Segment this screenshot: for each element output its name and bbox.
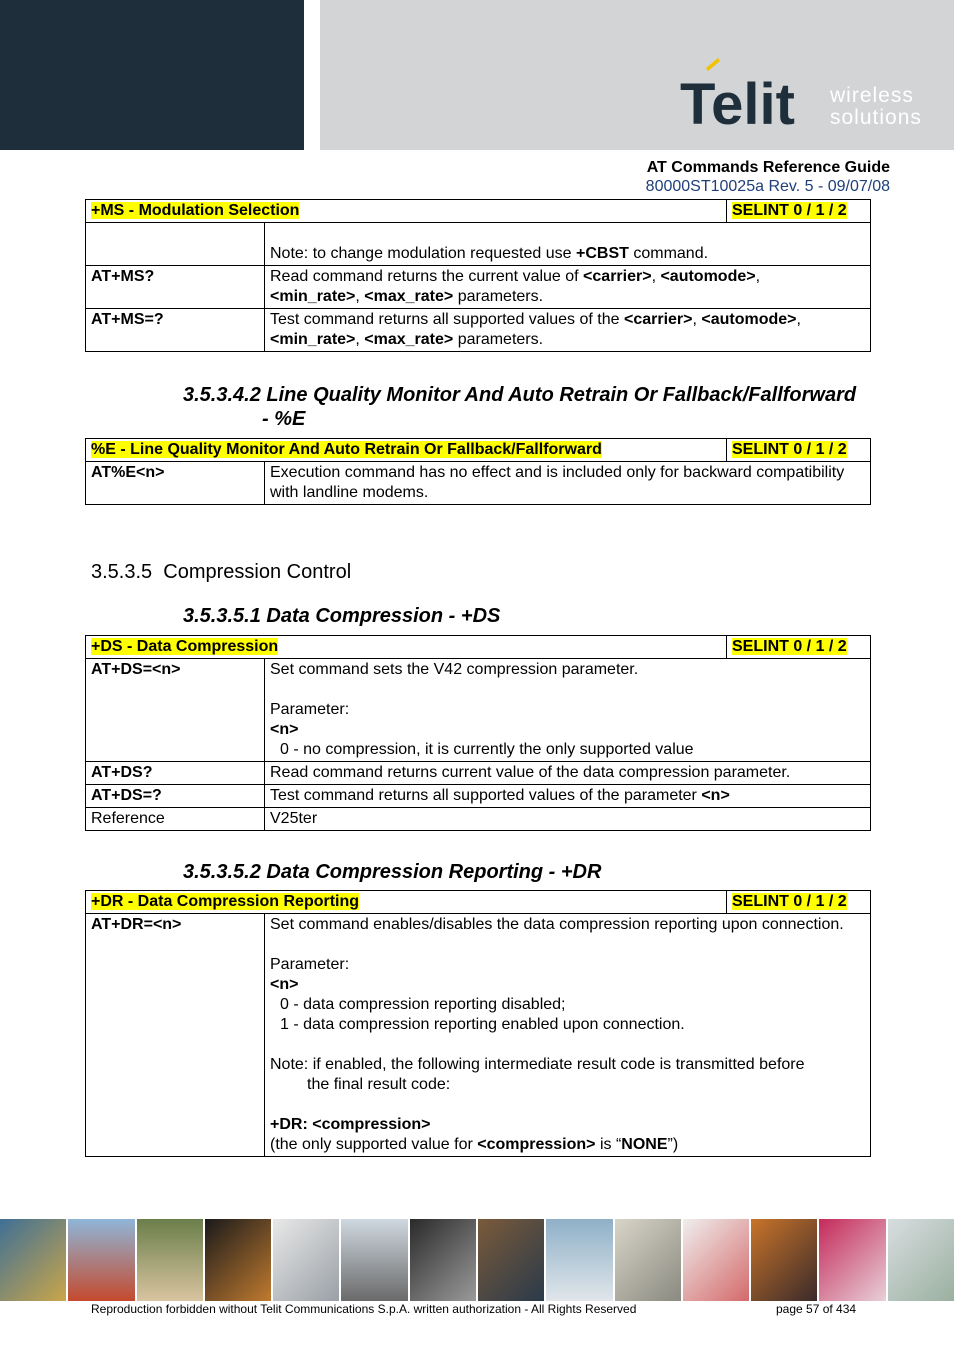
e-table-title: %E - Line Quality Monitor And Auto Retrain Or Fallback/Fallforward bbox=[91, 441, 602, 458]
ds-reference-value: V25ter bbox=[265, 808, 871, 831]
ds-read-desc: Read command returns current value of the data compression parameter. bbox=[265, 762, 871, 785]
footer-photo bbox=[751, 1219, 817, 1301]
ms-read-desc: Read command returns the current value of <carrier>, <automode>, <min_rate>, <max_rate> parameters. bbox=[265, 266, 871, 309]
footer-photo bbox=[410, 1219, 476, 1301]
e-command-table bbox=[85, 438, 871, 505]
logo-tagline-2: solutions bbox=[830, 106, 922, 129]
footer-photo bbox=[273, 1219, 339, 1301]
footer-photo bbox=[615, 1219, 681, 1301]
footer-photo-strip bbox=[0, 1219, 954, 1301]
ms-read-cmd: AT+MS? bbox=[86, 266, 265, 309]
footer-photo bbox=[341, 1219, 407, 1301]
e-cmd: AT%E<n> bbox=[86, 462, 265, 505]
ds-test-cmd: AT+DS=? bbox=[86, 785, 265, 808]
ms-test-desc: Test command returns all supported values of the <carrier>, <automode>, <min_rate>, <max_rate> parameters. bbox=[265, 309, 871, 352]
telit-logo bbox=[680, 58, 940, 138]
dr-table-title: +DR - Data Compression Reporting bbox=[91, 893, 360, 910]
guide-revision: 80000ST10025a Rev. 5 - 09/07/08 bbox=[645, 178, 890, 195]
footer-photo bbox=[888, 1219, 954, 1301]
ds-set-desc: Set command sets the V42 compression parameter. Parameter: <n> 0 - no compression, it is currently the only supported value bbox=[265, 659, 871, 762]
footer-copyright: Reproduction forbidden without Telit Communications S.p.A. written authorization - All Rights Reserved bbox=[91, 1302, 637, 1316]
footer-photo bbox=[0, 1219, 66, 1301]
footer-photo bbox=[68, 1219, 134, 1301]
dr-set-cmd: AT+DR=<n> bbox=[86, 914, 265, 1157]
e-desc: Execution command has no effect and is included only for backward compatibility with landline modems. bbox=[265, 462, 871, 505]
ds-table-title: +DS - Data Compression bbox=[91, 638, 279, 655]
ds-command-table bbox=[85, 635, 871, 831]
ms-table-title: +MS - Modulation Selection bbox=[91, 202, 300, 219]
footer-photo bbox=[137, 1219, 203, 1301]
dr-set-desc: Set command enables/disables the data compression reporting upon connection. Parameter: <n> 0 - data compression reporting disabled; 1 - data compression reporting enabled upon connection. Note: if enabled, the following intermediate result code is transmitted before the final result code: +DR: <compression> (the only supported value for <compression> is “NONE”) bbox=[265, 914, 871, 1157]
footer-photo bbox=[478, 1219, 544, 1301]
footer-page-number: page 57 of 434 bbox=[776, 1302, 857, 1316]
header-dark-panel bbox=[0, 0, 304, 150]
section-heading-3-5-3-5-2: 3.5.3.5.2 Data Compression Reporting - +DR bbox=[183, 861, 602, 883]
ms-selint: SELINT 0 / 1 / 2 bbox=[732, 202, 847, 219]
ds-test-desc: Test command returns all supported values of the parameter <n> bbox=[265, 785, 871, 808]
section-heading-3-5-3-4-2-line2: - %E bbox=[262, 408, 306, 430]
footer-photo bbox=[205, 1219, 271, 1301]
footer-photo bbox=[683, 1219, 749, 1301]
ds-read-cmd: AT+DS? bbox=[86, 762, 265, 785]
ms-command-table bbox=[85, 199, 871, 352]
ms-test-cmd: AT+MS=? bbox=[86, 309, 265, 352]
ds-selint: SELINT 0 / 1 / 2 bbox=[732, 638, 847, 655]
dr-command-table bbox=[85, 890, 871, 1157]
ms-note: Note: to change modulation requested use +CBST command. bbox=[265, 223, 871, 266]
section-heading-3-5-3-5-1: 3.5.3.5.1 Data Compression - +DS bbox=[183, 605, 501, 627]
section-heading-3-5-3-5: 3.5.3.5 Compression Control bbox=[91, 561, 352, 583]
logo-tagline-1: wireless bbox=[830, 84, 914, 107]
footer-photo bbox=[546, 1219, 612, 1301]
footer-photo bbox=[819, 1219, 885, 1301]
ds-set-cmd: AT+DS=<n> bbox=[86, 659, 265, 762]
ds-reference-label: Reference bbox=[86, 808, 265, 831]
logo-brand: Telit bbox=[680, 72, 795, 137]
section-heading-3-5-3-4-2: 3.5.3.4.2 Line Quality Monitor And Auto Retrain Or Fallback/Fallforward bbox=[183, 384, 857, 406]
guide-title: AT Commands Reference Guide bbox=[646, 159, 890, 176]
dr-selint: SELINT 0 / 1 / 2 bbox=[732, 893, 847, 910]
e-selint: SELINT 0 / 1 / 2 bbox=[732, 441, 847, 458]
